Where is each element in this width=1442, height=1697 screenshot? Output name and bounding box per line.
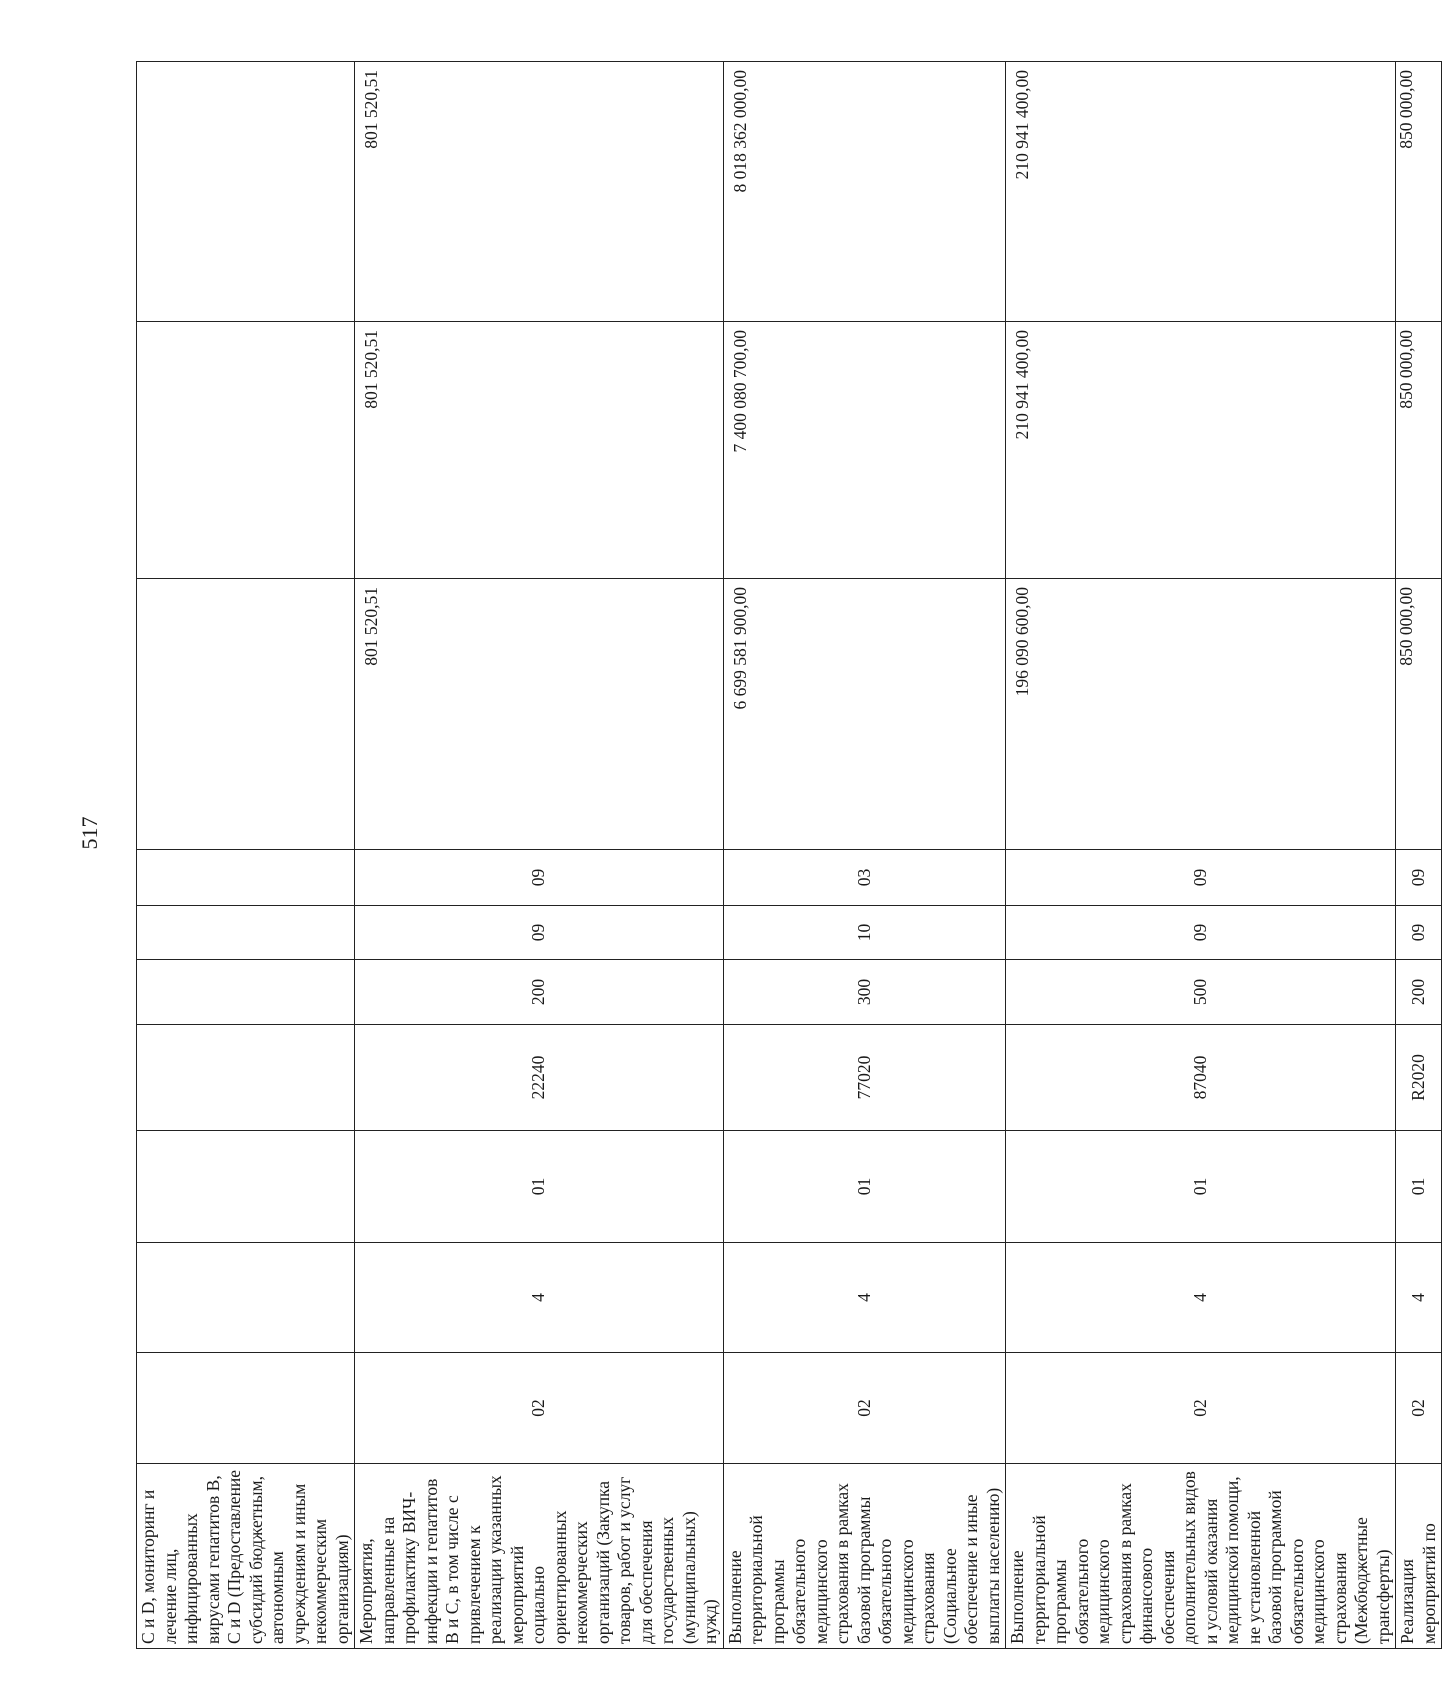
cell-amount3: 210 941 400,00 xyxy=(1006,62,1396,322)
cell-code7: 09 xyxy=(1006,850,1396,906)
cell-amount1: 6 699 581 900,00 xyxy=(723,579,1006,850)
cell-code6: 09 xyxy=(1396,906,1442,960)
cell-code2: 4 xyxy=(1006,1243,1396,1353)
cell-code5: 200 xyxy=(355,960,724,1025)
cell-code1 xyxy=(137,1353,355,1464)
cell-code5: 500 xyxy=(1006,960,1396,1025)
cell-amount2 xyxy=(137,322,355,579)
table-row xyxy=(723,62,1006,1649)
cell-code6: 10 xyxy=(723,906,1006,960)
cell-code7: 09 xyxy=(355,850,724,906)
cell-code1: 02 xyxy=(723,1353,1006,1464)
cell-amount2: 801 520,51 xyxy=(355,322,724,579)
cell-code2: 4 xyxy=(1396,1243,1442,1353)
table-row xyxy=(355,62,724,1649)
cell-code3: 01 xyxy=(1006,1131,1396,1243)
cell-code3: 01 xyxy=(355,1131,724,1243)
cell-code1: 02 xyxy=(1006,1353,1396,1464)
rotated-table-container xyxy=(136,62,1439,1649)
cell-amount2: 850 000,00 xyxy=(1396,322,1442,579)
cell-code4: 22240 xyxy=(355,1025,724,1131)
cell-code6: 09 xyxy=(355,906,724,960)
cell-amount1: 196 090 600,00 xyxy=(1006,579,1396,850)
cell-code2: 4 xyxy=(355,1243,724,1353)
cell-amount2: 210 941 400,00 xyxy=(1006,322,1396,579)
table-row xyxy=(1006,62,1396,1649)
cell-amount3: 8 018 362 000,00 xyxy=(723,62,1006,322)
row-description: С и D, мониторинг и лечение лиц, инфицированных вирусами гепатитов B, C и D (Предоставление субсидий бюджетным, автономным учреждениям и иным некоммерческим организациям) xyxy=(137,1464,355,1649)
budget-table xyxy=(136,61,1442,1649)
cell-code7 xyxy=(137,850,355,906)
cell-code2 xyxy=(137,1243,355,1353)
cell-code1: 02 xyxy=(355,1353,724,1464)
row-description: Реализация мероприятий по xyxy=(1396,1464,1442,1649)
cell-code3: 01 xyxy=(1396,1131,1442,1243)
cell-amount3 xyxy=(137,62,355,322)
cell-code5: 200 xyxy=(1396,960,1442,1025)
cell-amount2: 7 400 080 700,00 xyxy=(723,322,1006,579)
cell-code7: 09 xyxy=(1396,850,1442,906)
cell-code5 xyxy=(137,960,355,1025)
cell-code6 xyxy=(137,906,355,960)
cell-code3: 01 xyxy=(723,1131,1006,1243)
cell-code2: 4 xyxy=(723,1243,1006,1353)
cell-amount1 xyxy=(137,579,355,850)
row-description: Выполнение территориальной программы обязательного медицинского страхования в рамках базовой программы обязательного медицинского страхования (Социальное обеспечение и иные выплаты населению) xyxy=(723,1464,1006,1649)
cell-code1: 02 xyxy=(1396,1353,1442,1464)
cell-code4: R2020 xyxy=(1396,1025,1442,1131)
cell-code3 xyxy=(137,1131,355,1243)
cell-code5: 300 xyxy=(723,960,1006,1025)
cell-code6: 09 xyxy=(1006,906,1396,960)
page-number: 517 xyxy=(77,816,102,850)
table-row xyxy=(1396,62,1442,1649)
cell-amount1: 850 000,00 xyxy=(1396,579,1442,850)
cell-code7: 03 xyxy=(723,850,1006,906)
table-row xyxy=(137,62,355,1649)
row-description: Выполнение территориальной программы обязательного медицинского страхования в рамках финансового обеспечения дополнительных видов и условий оказания медицинской помощи, не установленной базовой программой обязательного медицинского страхования (Межбюджетные трансферты) xyxy=(1006,1464,1396,1649)
cell-amount3: 850 000,00 xyxy=(1396,62,1442,322)
cell-code4: 87040 xyxy=(1006,1025,1396,1131)
cell-code4: 77020 xyxy=(723,1025,1006,1131)
row-description: Мероприятия, направленные на профилактику ВИЧ-инфекции и гепатитов B и C, в том числе с привлечением к реализации указанных мероприятий социально ориентированных некоммерческих организаций (Закупка товаров, работ и услуг для обеспечения государственных (муниципальных) нужд) xyxy=(355,1464,724,1649)
cell-amount1: 801 520,51 xyxy=(355,579,724,850)
cell-code4 xyxy=(137,1025,355,1131)
cell-amount3: 801 520,51 xyxy=(355,62,724,322)
